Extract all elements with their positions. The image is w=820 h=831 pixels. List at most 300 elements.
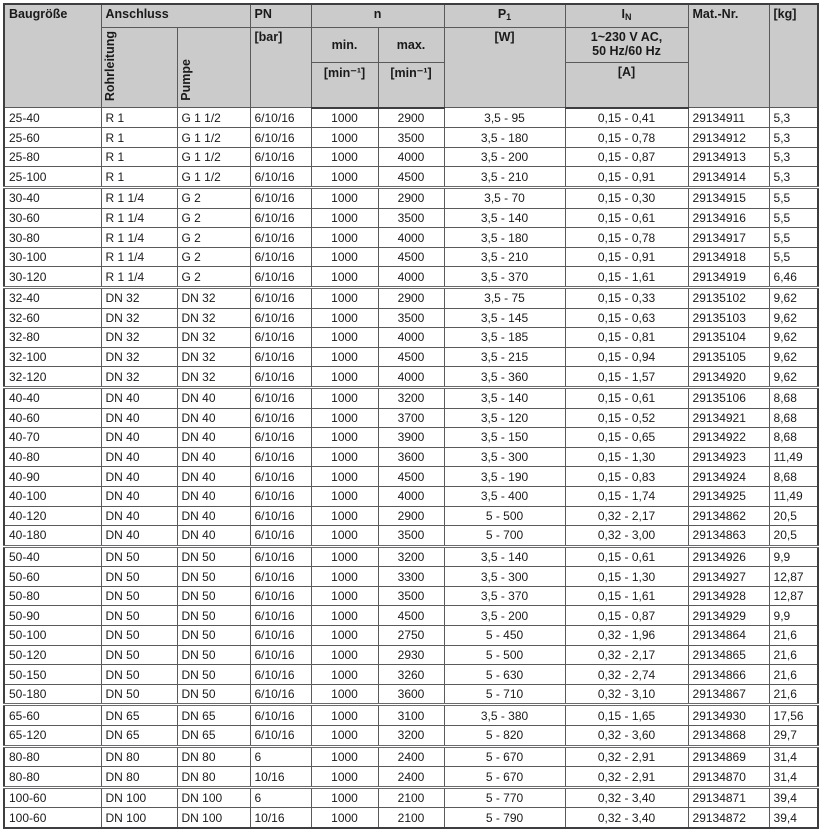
in-cell: 0,32 - 3,40 xyxy=(565,787,688,808)
matnr-cell: 29134922 xyxy=(688,428,769,448)
table-row xyxy=(4,328,818,348)
pumpe-cell: DN 50 xyxy=(177,606,250,626)
p1-cell: 3,5 - 180 xyxy=(444,128,565,148)
table-row xyxy=(4,808,818,828)
kg-cell: 20,5 xyxy=(769,526,818,547)
header-baugroesse: Baugröße xyxy=(4,4,101,108)
n-min-cell: 1000 xyxy=(311,645,378,665)
baugroesse-cell: 25-80 xyxy=(4,147,101,167)
header-n-min: min. xyxy=(311,28,378,63)
in-cell: 0,32 - 1,96 xyxy=(565,626,688,646)
p1-cell: 3,5 - 70 xyxy=(444,188,565,209)
kg-cell: 11,49 xyxy=(769,486,818,506)
in-cell: 0,15 - 0,78 xyxy=(565,228,688,248)
n-max-cell: 4500 xyxy=(378,606,444,626)
pn-cell: 6 xyxy=(250,746,311,767)
pn-cell: 6/10/16 xyxy=(250,347,311,367)
pn-cell: 6/10/16 xyxy=(250,684,311,705)
in-cell: 0,15 - 1,61 xyxy=(565,267,688,288)
rohrleitung-cell: R 1 1/4 xyxy=(101,247,177,267)
pumpe-cell: G 1 1/2 xyxy=(177,128,250,148)
p1-cell: 3,5 - 95 xyxy=(444,108,565,128)
baugroesse-cell: 40-180 xyxy=(4,526,101,547)
header-in-voltage-line1: 1~230 V AC, xyxy=(590,30,663,44)
pumpe-cell: G 2 xyxy=(177,188,250,209)
baugroesse-cell: 40-80 xyxy=(4,447,101,467)
pumpe-cell: DN 100 xyxy=(177,787,250,808)
kg-cell: 12,87 xyxy=(769,567,818,587)
p1-cell: 3,5 - 120 xyxy=(444,408,565,428)
p1-cell: 5 - 500 xyxy=(444,506,565,526)
in-cell: 0,15 - 1,30 xyxy=(565,447,688,467)
p1-cell: 3,5 - 150 xyxy=(444,428,565,448)
p1-cell: 3,5 - 185 xyxy=(444,328,565,348)
pumpe-cell: DN 100 xyxy=(177,808,250,828)
table-row xyxy=(4,367,818,388)
n-max-cell: 3260 xyxy=(378,665,444,685)
kg-cell: 8,68 xyxy=(769,467,818,487)
rohrleitung-cell: DN 50 xyxy=(101,586,177,606)
pumpe-cell: DN 32 xyxy=(177,287,250,308)
pn-cell: 6/10/16 xyxy=(250,108,311,128)
n-max-cell: 3900 xyxy=(378,428,444,448)
rohrleitung-cell: DN 50 xyxy=(101,645,177,665)
matnr-cell: 29134927 xyxy=(688,567,769,587)
pn-cell: 6/10/16 xyxy=(250,188,311,209)
pumpe-cell: DN 32 xyxy=(177,347,250,367)
matnr-cell: 29134928 xyxy=(688,586,769,606)
p1-cell: 5 - 670 xyxy=(444,767,565,788)
in-cell: 0,15 - 0,61 xyxy=(565,546,688,567)
in-cell: 0,32 - 3,10 xyxy=(565,684,688,705)
matnr-cell: 29134914 xyxy=(688,167,769,188)
baugroesse-cell: 65-120 xyxy=(4,726,101,747)
header-rohrleitung-label: Rohrleitung xyxy=(102,31,117,102)
pumpe-cell: DN 50 xyxy=(177,626,250,646)
p1-cell: 3,5 - 140 xyxy=(444,387,565,408)
n-max-cell: 4000 xyxy=(378,367,444,388)
pumpe-cell: DN 32 xyxy=(177,367,250,388)
table-row xyxy=(4,267,818,288)
in-cell: 0,32 - 3,40 xyxy=(565,808,688,828)
n-min-cell: 1000 xyxy=(311,606,378,626)
n-max-cell: 3100 xyxy=(378,705,444,726)
in-cell: 0,15 - 0,65 xyxy=(565,428,688,448)
n-min-cell: 1000 xyxy=(311,328,378,348)
matnr-cell: 29135106 xyxy=(688,387,769,408)
kg-cell: 5,5 xyxy=(769,228,818,248)
matnr-cell: 29134870 xyxy=(688,767,769,788)
matnr-cell: 29134920 xyxy=(688,367,769,388)
matnr-cell: 29134926 xyxy=(688,546,769,567)
n-min-cell: 1000 xyxy=(311,108,378,128)
matnr-cell: 29135102 xyxy=(688,287,769,308)
rohrleitung-cell: DN 40 xyxy=(101,408,177,428)
matnr-cell: 29134862 xyxy=(688,506,769,526)
pumpe-cell: DN 50 xyxy=(177,665,250,685)
baugroesse-cell: 100-60 xyxy=(4,787,101,808)
table-row xyxy=(4,467,818,487)
matnr-cell: 29134911 xyxy=(688,108,769,128)
p1-cell: 3,5 - 210 xyxy=(444,247,565,267)
n-min-cell: 1000 xyxy=(311,467,378,487)
p1-cell: 3,5 - 190 xyxy=(444,467,565,487)
pn-cell: 6/10/16 xyxy=(250,645,311,665)
baugroesse-cell: 50-80 xyxy=(4,586,101,606)
header-in xyxy=(565,4,688,28)
n-min-cell: 1000 xyxy=(311,705,378,726)
in-cell: 0,15 - 0,61 xyxy=(565,387,688,408)
in-cell: 0,15 - 1,65 xyxy=(565,705,688,726)
n-max-cell: 2400 xyxy=(378,746,444,767)
p1-cell: 5 - 710 xyxy=(444,684,565,705)
kg-cell: 5,5 xyxy=(769,208,818,228)
table-row xyxy=(4,726,818,747)
in-cell: 0,15 - 0,61 xyxy=(565,208,688,228)
rohrleitung-cell: R 1 1/4 xyxy=(101,228,177,248)
matnr-cell: 29134918 xyxy=(688,247,769,267)
kg-cell: 9,9 xyxy=(769,606,818,626)
n-max-cell: 4000 xyxy=(378,228,444,248)
pumpe-cell: DN 80 xyxy=(177,746,250,767)
table-row xyxy=(4,447,818,467)
table-row xyxy=(4,526,818,547)
header-in-base: I xyxy=(621,7,625,21)
table-row xyxy=(4,208,818,228)
kg-cell: 9,62 xyxy=(769,347,818,367)
kg-cell: 6,46 xyxy=(769,267,818,288)
table-row xyxy=(4,767,818,788)
matnr-cell: 29135104 xyxy=(688,328,769,348)
matnr-cell: 29134866 xyxy=(688,665,769,685)
matnr-cell: 29134916 xyxy=(688,208,769,228)
in-cell: 0,32 - 2,91 xyxy=(565,767,688,788)
pn-cell: 6/10/16 xyxy=(250,526,311,547)
pumpe-cell: G 2 xyxy=(177,247,250,267)
baugroesse-cell: 50-180 xyxy=(4,684,101,705)
n-min-cell: 1000 xyxy=(311,247,378,267)
table-row xyxy=(4,586,818,606)
baugroesse-cell: 30-120 xyxy=(4,267,101,288)
kg-cell: 31,4 xyxy=(769,767,818,788)
kg-cell: 9,9 xyxy=(769,546,818,567)
matnr-cell: 29134869 xyxy=(688,746,769,767)
baugroesse-cell: 30-40 xyxy=(4,188,101,209)
header-in-unit: [A] xyxy=(565,63,688,108)
pn-cell: 6/10/16 xyxy=(250,367,311,388)
pumpe-cell: G 2 xyxy=(177,208,250,228)
rohrleitung-cell: DN 40 xyxy=(101,447,177,467)
rohrleitung-cell: DN 80 xyxy=(101,746,177,767)
rohrleitung-cell: DN 32 xyxy=(101,347,177,367)
kg-cell: 20,5 xyxy=(769,506,818,526)
kg-cell: 39,4 xyxy=(769,787,818,808)
baugroesse-cell: 40-90 xyxy=(4,467,101,487)
rohrleitung-cell: DN 40 xyxy=(101,467,177,487)
in-cell: 0,15 - 1,74 xyxy=(565,486,688,506)
n-max-cell: 4000 xyxy=(378,147,444,167)
baugroesse-cell: 25-100 xyxy=(4,167,101,188)
pn-cell: 6/10/16 xyxy=(250,486,311,506)
in-cell: 0,15 - 0,30 xyxy=(565,188,688,209)
pumpe-cell: G 1 1/2 xyxy=(177,167,250,188)
rohrleitung-cell: R 1 xyxy=(101,128,177,148)
table-row xyxy=(4,665,818,685)
in-cell: 0,15 - 1,61 xyxy=(565,586,688,606)
pn-cell: 6 xyxy=(250,787,311,808)
kg-cell: 5,3 xyxy=(769,108,818,128)
n-min-cell: 1000 xyxy=(311,665,378,685)
rohrleitung-cell: DN 50 xyxy=(101,684,177,705)
baugroesse-cell: 30-80 xyxy=(4,228,101,248)
pumpe-cell: DN 32 xyxy=(177,308,250,328)
kg-cell: 9,62 xyxy=(769,287,818,308)
n-max-cell: 3200 xyxy=(378,387,444,408)
header-p1-base: P xyxy=(497,7,507,21)
table-row xyxy=(4,387,818,408)
n-min-cell: 1000 xyxy=(311,147,378,167)
pumpe-cell: G 2 xyxy=(177,267,250,288)
rohrleitung-cell: DN 40 xyxy=(101,387,177,408)
pn-cell: 6/10/16 xyxy=(250,128,311,148)
n-max-cell: 4000 xyxy=(378,267,444,288)
rohrleitung-cell: DN 100 xyxy=(101,808,177,828)
n-min-cell: 1000 xyxy=(311,387,378,408)
rohrleitung-cell: R 1 xyxy=(101,108,177,128)
n-max-cell: 2100 xyxy=(378,808,444,828)
p1-cell: 5 - 450 xyxy=(444,626,565,646)
matnr-cell: 29134913 xyxy=(688,147,769,167)
pumpe-cell: DN 50 xyxy=(177,645,250,665)
matnr-cell: 29134872 xyxy=(688,808,769,828)
n-min-cell: 1000 xyxy=(311,808,378,828)
pumpe-cell: G 1 1/2 xyxy=(177,108,250,128)
pn-cell: 6/10/16 xyxy=(250,208,311,228)
in-cell: 0,32 - 2,91 xyxy=(565,746,688,767)
kg-cell: 8,68 xyxy=(769,387,818,408)
baugroesse-cell: 25-60 xyxy=(4,128,101,148)
p1-cell: 5 - 820 xyxy=(444,726,565,747)
table-body xyxy=(4,108,818,828)
n-min-cell: 1000 xyxy=(311,567,378,587)
pumpe-cell: DN 40 xyxy=(177,467,250,487)
p1-cell: 5 - 670 xyxy=(444,746,565,767)
matnr-cell: 29135103 xyxy=(688,308,769,328)
kg-cell: 21,6 xyxy=(769,645,818,665)
header-anschluss: Anschluss xyxy=(101,4,250,28)
n-min-cell: 1000 xyxy=(311,287,378,308)
in-cell: 0,15 - 0,52 xyxy=(565,408,688,428)
matnr-cell: 29134917 xyxy=(688,228,769,248)
kg-cell: 39,4 xyxy=(769,808,818,828)
header-pumpe-label: Pumpe xyxy=(178,59,193,102)
kg-cell: 5,3 xyxy=(769,128,818,148)
rohrleitung-cell: DN 50 xyxy=(101,567,177,587)
pumpe-cell: DN 40 xyxy=(177,428,250,448)
p1-cell: 3,5 - 370 xyxy=(444,267,565,288)
n-max-cell: 3600 xyxy=(378,684,444,705)
matnr-cell: 29134925 xyxy=(688,486,769,506)
rohrleitung-cell: DN 65 xyxy=(101,705,177,726)
pn-cell: 6/10/16 xyxy=(250,606,311,626)
table-row xyxy=(4,567,818,587)
n-max-cell: 3500 xyxy=(378,586,444,606)
p1-cell: 3,5 - 200 xyxy=(444,147,565,167)
n-max-cell: 3500 xyxy=(378,308,444,328)
p1-cell: 3,5 - 370 xyxy=(444,586,565,606)
p1-cell: 5 - 630 xyxy=(444,665,565,685)
pn-cell: 10/16 xyxy=(250,808,311,828)
pn-cell: 6/10/16 xyxy=(250,287,311,308)
in-cell: 0,15 - 0,87 xyxy=(565,606,688,626)
baugroesse-cell: 40-40 xyxy=(4,387,101,408)
matnr-cell: 29134919 xyxy=(688,267,769,288)
n-max-cell: 3600 xyxy=(378,447,444,467)
matnr-cell: 29135105 xyxy=(688,347,769,367)
header-matnr: Mat.-Nr. xyxy=(688,4,769,108)
pumpe-cell: DN 32 xyxy=(177,328,250,348)
kg-cell: 5,3 xyxy=(769,167,818,188)
in-cell: 0,32 - 2,17 xyxy=(565,506,688,526)
p1-cell: 3,5 - 300 xyxy=(444,567,565,587)
table-row xyxy=(4,287,818,308)
in-cell: 0,32 - 3,60 xyxy=(565,726,688,747)
p1-cell: 3,5 - 140 xyxy=(444,208,565,228)
pn-cell: 6/10/16 xyxy=(250,705,311,726)
p1-cell: 3,5 - 380 xyxy=(444,705,565,726)
kg-cell: 8,68 xyxy=(769,428,818,448)
rohrleitung-cell: DN 80 xyxy=(101,767,177,788)
pumpe-cell: DN 40 xyxy=(177,506,250,526)
n-max-cell: 2930 xyxy=(378,645,444,665)
pn-cell: 6/10/16 xyxy=(250,567,311,587)
n-max-cell: 3200 xyxy=(378,726,444,747)
n-min-cell: 1000 xyxy=(311,208,378,228)
matnr-cell: 29134924 xyxy=(688,467,769,487)
n-min-cell: 1000 xyxy=(311,546,378,567)
p1-cell: 3,5 - 140 xyxy=(444,546,565,567)
n-min-cell: 1000 xyxy=(311,188,378,209)
pn-cell: 6/10/16 xyxy=(250,726,311,747)
n-min-cell: 1000 xyxy=(311,626,378,646)
pn-cell: 6/10/16 xyxy=(250,228,311,248)
pumpe-cell: DN 50 xyxy=(177,684,250,705)
in-cell: 0,15 - 0,33 xyxy=(565,287,688,308)
header-n-max: max. xyxy=(378,28,444,63)
p1-cell: 3,5 - 75 xyxy=(444,287,565,308)
baugroesse-cell: 32-80 xyxy=(4,328,101,348)
table-row xyxy=(4,128,818,148)
in-cell: 0,15 - 0,91 xyxy=(565,167,688,188)
header-rohrleitung xyxy=(101,28,177,108)
rohrleitung-cell: DN 40 xyxy=(101,486,177,506)
pumpe-cell: DN 40 xyxy=(177,486,250,506)
n-min-cell: 1000 xyxy=(311,228,378,248)
table-row xyxy=(4,147,818,167)
p1-cell: 3,5 - 180 xyxy=(444,228,565,248)
table-row xyxy=(4,606,818,626)
n-max-cell: 4000 xyxy=(378,328,444,348)
in-cell: 0,32 - 3,00 xyxy=(565,526,688,547)
rohrleitung-cell: DN 100 xyxy=(101,787,177,808)
n-max-cell: 4500 xyxy=(378,347,444,367)
n-min-cell: 1000 xyxy=(311,308,378,328)
table-row xyxy=(4,645,818,665)
n-max-cell: 2900 xyxy=(378,188,444,209)
kg-cell: 29,7 xyxy=(769,726,818,747)
n-min-cell: 1000 xyxy=(311,408,378,428)
rohrleitung-cell: DN 65 xyxy=(101,726,177,747)
kg-cell: 21,6 xyxy=(769,665,818,685)
p1-cell: 3,5 - 400 xyxy=(444,486,565,506)
pumpe-cell: DN 50 xyxy=(177,586,250,606)
matnr-cell: 29134921 xyxy=(688,408,769,428)
matnr-cell: 29134865 xyxy=(688,645,769,665)
table-row xyxy=(4,626,818,646)
matnr-cell: 29134871 xyxy=(688,787,769,808)
pn-cell: 6/10/16 xyxy=(250,626,311,646)
table-row xyxy=(4,506,818,526)
baugroesse-cell: 40-100 xyxy=(4,486,101,506)
table-row xyxy=(4,428,818,448)
in-cell: 0,15 - 0,63 xyxy=(565,308,688,328)
baugroesse-cell: 30-60 xyxy=(4,208,101,228)
table-row xyxy=(4,746,818,767)
n-max-cell: 3300 xyxy=(378,567,444,587)
kg-cell: 21,6 xyxy=(769,626,818,646)
n-min-cell: 1000 xyxy=(311,506,378,526)
in-cell: 0,15 - 0,94 xyxy=(565,347,688,367)
baugroesse-cell: 40-60 xyxy=(4,408,101,428)
baugroesse-cell: 100-60 xyxy=(4,808,101,828)
baugroesse-cell: 40-70 xyxy=(4,428,101,448)
table-row xyxy=(4,247,818,267)
n-min-cell: 1000 xyxy=(311,586,378,606)
n-max-cell: 4500 xyxy=(378,467,444,487)
in-cell: 0,15 - 0,78 xyxy=(565,128,688,148)
pumpe-cell: DN 40 xyxy=(177,526,250,547)
p1-cell: 3,5 - 145 xyxy=(444,308,565,328)
p1-cell: 3,5 - 360 xyxy=(444,367,565,388)
rohrleitung-cell: R 1 xyxy=(101,167,177,188)
table-row xyxy=(4,228,818,248)
pumpe-cell: DN 65 xyxy=(177,726,250,747)
pn-cell: 6/10/16 xyxy=(250,408,311,428)
header-in-sub: N xyxy=(625,12,632,22)
n-min-cell: 1000 xyxy=(311,746,378,767)
p1-cell: 5 - 770 xyxy=(444,787,565,808)
header-pn-unit: [bar] xyxy=(250,28,311,108)
pn-cell: 6/10/16 xyxy=(250,267,311,288)
table-row xyxy=(4,308,818,328)
header-p1-sub: 1 xyxy=(506,12,512,22)
baugroesse-cell: 50-40 xyxy=(4,546,101,567)
baugroesse-cell: 32-100 xyxy=(4,347,101,367)
pn-cell: 6/10/16 xyxy=(250,447,311,467)
rohrleitung-cell: DN 32 xyxy=(101,367,177,388)
baugroesse-cell: 32-40 xyxy=(4,287,101,308)
in-cell: 0,15 - 1,57 xyxy=(565,367,688,388)
n-min-cell: 1000 xyxy=(311,347,378,367)
rohrleitung-cell: DN 50 xyxy=(101,606,177,626)
header-p1-unit: [W] xyxy=(444,28,565,108)
kg-cell: 17,56 xyxy=(769,705,818,726)
kg-cell: 5,5 xyxy=(769,247,818,267)
n-max-cell: 3500 xyxy=(378,526,444,547)
pumpe-cell: DN 40 xyxy=(177,387,250,408)
matnr-cell: 29134930 xyxy=(688,705,769,726)
rohrleitung-cell: DN 50 xyxy=(101,626,177,646)
